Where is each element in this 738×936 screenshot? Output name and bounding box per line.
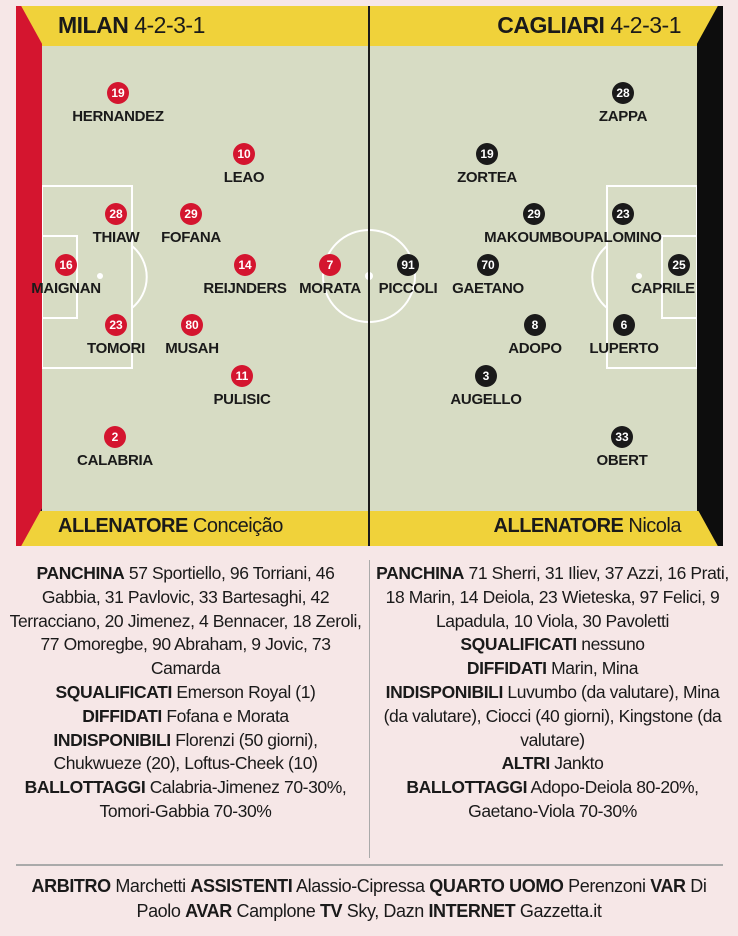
notes-label: INDISPONIBILI — [385, 681, 503, 702]
player-pulisic — [177, 365, 307, 408]
notes-text: Jankto — [554, 753, 604, 774]
away-coach — [494, 515, 681, 538]
player-name: PALOMINO — [584, 229, 662, 246]
home-coach-name: Conceição — [192, 515, 283, 537]
footer-text: Di Paolo — [136, 876, 707, 921]
player-maignan — [1, 254, 131, 297]
shirt-number: 16 — [55, 254, 77, 276]
footer-text: Camplone — [236, 901, 316, 921]
notes-text: Fofana e Morata — [166, 705, 289, 726]
player-name: MAIGNAN — [31, 280, 101, 297]
shirt-number: 11 — [231, 365, 253, 387]
player-name: AUGELLO — [450, 391, 522, 408]
notes-label: INDISPONIBILI — [53, 729, 171, 750]
away-team-name: CAGLIARI — [497, 12, 605, 38]
notes-label: PANCHINA — [376, 563, 465, 583]
player-musah — [127, 314, 257, 357]
notes-text: Emerson Royal (1) — [176, 681, 316, 702]
player-name: THIAW — [92, 229, 140, 246]
player-name: TOMORI — [87, 340, 145, 357]
player-obert — [557, 426, 687, 469]
player-gaetano — [423, 254, 553, 297]
shirt-number: 23 — [612, 203, 634, 225]
player-name: ADOPO — [508, 340, 562, 357]
notes-text: 57 Sportiello, 96 Torriani, 46 Gabbia, 31 Pavlovic, 33 Bartesaghi, 42 Terracciano, 20 Jimenez, 4 Bennacer, 18 Zeroli, 77 Omoregbe, 90 Abraham, 9 Jovic, 73 Camarda — [9, 563, 362, 679]
notes-text: Marin, Mina — [551, 658, 639, 679]
notes-label: PANCHINA — [36, 563, 125, 583]
player-name: CAPRILE — [631, 280, 695, 297]
shirt-number: 28 — [105, 203, 127, 225]
away-coach-label: ALLENATORE — [493, 515, 624, 537]
notes-label: BALLOTTAGGI — [24, 777, 146, 798]
notes-text: Luvumbo (da valutare), Mina (da valutare), Ciocci (40 giorni), Kingstone (da valutare) — [383, 681, 722, 750]
home-formation: 4-2-3-1 — [134, 12, 205, 38]
player-zortea — [422, 143, 552, 186]
shirt-number: 19 — [107, 82, 129, 104]
shirt-number: 29 — [180, 203, 202, 225]
footer-text: Marchetti — [115, 876, 186, 896]
home-team-title — [58, 12, 205, 39]
shirt-number: 3 — [475, 365, 497, 387]
shirt-number: 91 — [397, 254, 419, 276]
notes-label: ALTRI — [501, 753, 550, 774]
shirt-number: 33 — [611, 426, 633, 448]
notes-label: DIFFIDATI — [82, 705, 162, 726]
footer-divider — [16, 864, 723, 866]
footer-label: VAR — [650, 876, 686, 896]
match-officials-footer — [10, 874, 728, 924]
footer-label: ARBITRO — [31, 876, 111, 896]
player-zappa — [558, 82, 688, 125]
footer-label: AVAR — [185, 901, 232, 921]
notes-label: DIFFIDATI — [466, 658, 547, 679]
away-team-title — [497, 12, 681, 39]
player-fofana — [126, 203, 256, 246]
player-name: CALABRIA — [77, 452, 153, 469]
notes-text: Calabria-Jimenez 70-30%, Tomori-Gabbia 70-30% — [99, 777, 347, 821]
player-caprile — [598, 254, 728, 297]
player-name: MAKOUMBOU — [484, 229, 584, 246]
home-team-name: MILAN — [58, 12, 129, 38]
player-name: PICCOLI — [378, 280, 438, 297]
shirt-number: 6 — [613, 314, 635, 336]
notes-label: SQUALIFICATI — [55, 681, 172, 702]
player-augello — [421, 365, 551, 408]
player-name: ZORTEA — [457, 169, 517, 186]
player-calabria — [50, 426, 180, 469]
shirt-number: 28 — [612, 82, 634, 104]
shirt-number: 10 — [233, 143, 255, 165]
player-name: HERNANDEZ — [72, 108, 164, 125]
notes-divider — [369, 560, 370, 858]
home-coach-label: ALLENATORE — [58, 515, 188, 537]
notes-text: nessuno — [581, 634, 645, 655]
shirt-number: 29 — [523, 203, 545, 225]
footer-label: INTERNET — [428, 901, 516, 921]
home-coach — [58, 515, 283, 538]
player-name: ZAPPA — [598, 108, 648, 125]
player-name: MORATA — [299, 280, 361, 297]
shirt-number: 19 — [476, 143, 498, 165]
player-palomino — [558, 203, 688, 246]
home-notes — [8, 562, 363, 824]
footer-text: Alassio-Cipressa — [295, 876, 425, 896]
shirt-number: 14 — [234, 254, 256, 276]
player-name: REIJNDERS — [203, 280, 287, 297]
shirt-number: 25 — [668, 254, 690, 276]
shirt-number: 80 — [181, 314, 203, 336]
shirt-number: 7 — [319, 254, 341, 276]
notes-label: SQUALIFICATI — [460, 634, 577, 655]
shirt-number: 23 — [105, 314, 127, 336]
shirt-number: 2 — [104, 426, 126, 448]
notes-label: BALLOTTAGGI — [406, 777, 528, 798]
footer-text: Sky, Dazn — [346, 901, 424, 921]
player-luperto — [559, 314, 689, 357]
shirt-number: 70 — [477, 254, 499, 276]
notes-text: Adopo-Deiola 80-20%, Gaetano-Viola 70-30% — [468, 777, 699, 821]
player-hernandez — [53, 82, 183, 125]
player-name: LUPERTO — [589, 340, 659, 357]
away-coach-name: Nicola — [628, 515, 681, 537]
notes-text: Florenzi (50 giorni), Chukwueze (20), Loftus-Cheek (10) — [53, 729, 318, 774]
player-name: GAETANO — [452, 280, 524, 297]
footer-label: QUARTO UOMO — [429, 876, 564, 896]
player-name: FOFANA — [161, 229, 221, 246]
player-leao — [179, 143, 309, 186]
notes-text: 71 Sherri, 31 Iliev, 37 Azzi, 16 Prati, 18 Marin, 14 Deiola, 23 Wieteska, 97 Felici, 9 Lapadula, 10 Viola, 30 Pavoletti — [385, 563, 729, 631]
footer-text: Gazzetta.it — [519, 901, 602, 921]
footer-text: Perenzoni — [568, 876, 646, 896]
away-formation: 4-2-3-1 — [610, 12, 681, 38]
footer-label: TV — [319, 901, 343, 921]
away-notes — [375, 562, 730, 824]
player-name: OBERT — [596, 452, 648, 469]
player-name: MUSAH — [165, 340, 219, 357]
shirt-number: 8 — [524, 314, 546, 336]
player-name: PULISIC — [213, 391, 271, 408]
footer-label: ASSISTENTI — [190, 876, 293, 896]
player-name: LEAO — [223, 169, 265, 186]
